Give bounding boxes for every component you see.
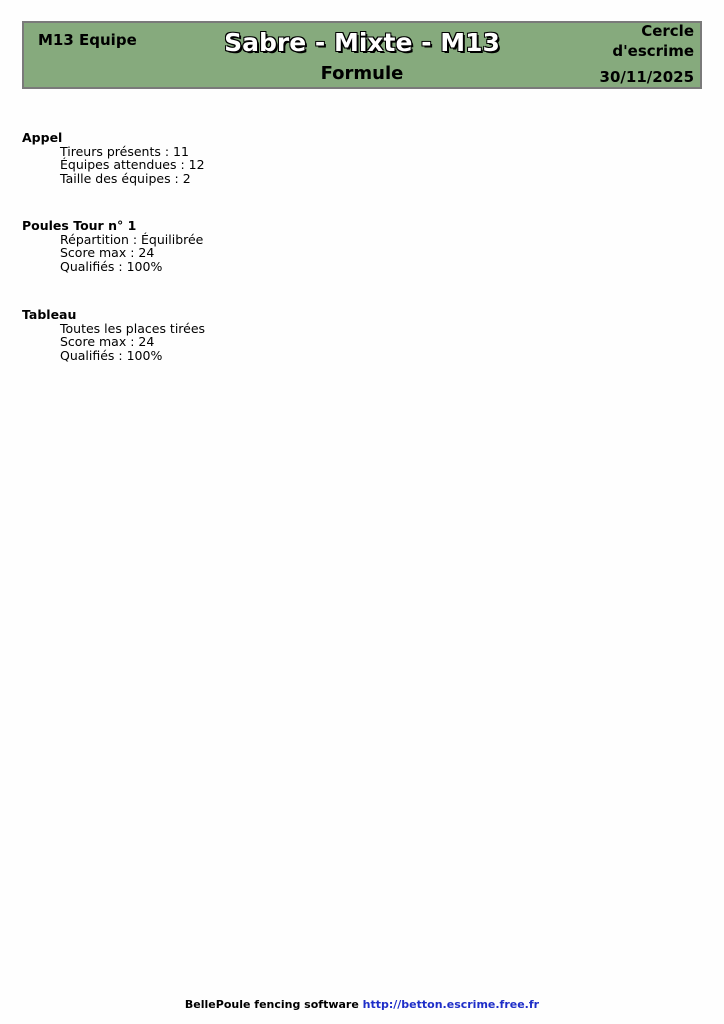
section-title: Tableau	[22, 307, 77, 322]
club-name	[612, 21, 694, 61]
section-appel	[22, 131, 205, 185]
section-line: Taille des équipes : 2	[60, 170, 191, 186]
section-line: Toutes les places tirées	[60, 320, 206, 336]
competition-date: 30/11/2025	[599, 68, 694, 86]
page-title: Sabre - Mixte - M13	[224, 28, 500, 57]
page-header	[22, 21, 702, 89]
section-line: Score max : 24	[60, 245, 155, 260]
section-line: Score max : 24	[60, 334, 155, 349]
club-name-line1: Cercle	[641, 22, 694, 40]
page-footer	[0, 998, 724, 1011]
footer-link[interactable]: http://betton.escrime.free.fr	[362, 998, 540, 1011]
section-title: Appel	[22, 130, 63, 145]
club-name-line2: d'escrime	[612, 42, 694, 60]
footer-text: BellePoule fencing software	[184, 998, 359, 1011]
section-line: Qualifiés : 100%	[60, 347, 163, 363]
section-tableau	[22, 308, 205, 362]
competition-category: M13 Equipe	[38, 31, 137, 49]
section-line: Équipes attendues : 12	[60, 157, 205, 172]
section-title: Poules Tour n° 1	[22, 218, 137, 233]
section-line: Répartition : Équilibrée	[60, 231, 204, 247]
section-poules	[22, 219, 203, 273]
section-line: Qualifiés : 100%	[60, 258, 163, 274]
section-line: Tireurs présents : 11	[60, 143, 189, 159]
page-subtitle: Formule	[320, 63, 404, 84]
